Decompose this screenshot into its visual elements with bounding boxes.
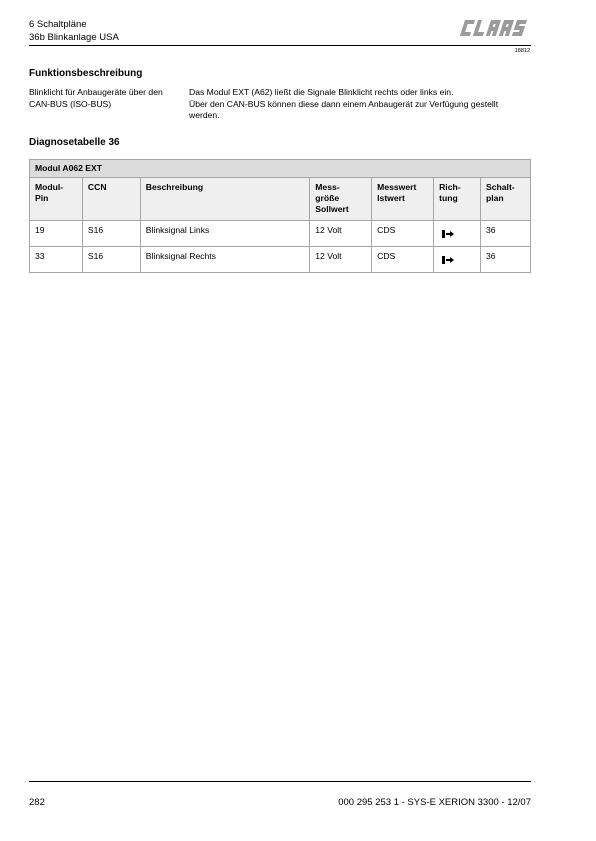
footer-divider — [29, 781, 531, 782]
input-arrow-icon — [442, 256, 456, 264]
logo-text: CLAAS — [458, 17, 462, 18]
claas-logo — [458, 17, 532, 39]
module-pin: 33 — [30, 247, 83, 273]
diagnostic-table — [29, 159, 531, 273]
column-header: Messwert Istwert — [372, 178, 434, 221]
description-line: Über den CAN-BUS können diese dann einem Anbaugerät zur Verfügung gestellt werden. — [189, 98, 499, 120]
column-header: Rich- tung — [434, 178, 481, 221]
functional-description-title: Funktionsbeschreibung — [29, 68, 143, 79]
functional-description-summary: Blinklicht für Anbaugeräte über den CAN-BUS (ISO-BUS) — [29, 87, 163, 109]
chapter-header — [29, 19, 119, 44]
column-header: Schalt- plan — [481, 178, 531, 221]
column-header: Beschreibung — [140, 178, 309, 221]
column-header: Modul- Pin — [30, 178, 83, 221]
table-row — [30, 247, 531, 273]
module-pin: 19 — [30, 221, 83, 247]
section-title: 36b Blinkanlage USA — [29, 31, 119, 43]
actual-value: CDS — [372, 247, 434, 273]
direction — [434, 221, 481, 247]
target-value: 12 Volt — [310, 221, 372, 247]
document-reference: 000 295 253 1 - SYS-E XERION 3300 - 12/07 — [338, 797, 531, 808]
direction — [434, 247, 481, 273]
column-header: CCN — [82, 178, 140, 221]
actual-value: CDS — [372, 221, 434, 247]
ccn: S16 — [82, 247, 140, 273]
document-code: 18812 — [514, 48, 530, 54]
description: Blinksignal Rechts — [140, 247, 309, 273]
schematic-plan: 36 — [481, 247, 531, 273]
target-value: 12 Volt — [310, 247, 372, 273]
schematic-plan: 36 — [481, 221, 531, 247]
table-row — [30, 221, 531, 247]
ccn: S16 — [82, 221, 140, 247]
input-arrow-icon — [442, 230, 456, 238]
functional-description-body — [189, 87, 529, 122]
diagnostic-table-title: Diagnosetabelle 36 — [29, 137, 120, 148]
description: Blinksignal Links — [140, 221, 309, 247]
header-divider — [29, 45, 531, 46]
page-number: 282 — [29, 797, 45, 808]
chapter-title: 6 Schaltpläne — [29, 19, 87, 30]
module-name: Modul A062 EXT — [30, 160, 531, 178]
column-header: Mess- größe Sollwert — [310, 178, 372, 221]
description-line: Das Modul EXT (A62) ließt die Signale Blinklicht rechts oder links ein. — [189, 87, 454, 97]
